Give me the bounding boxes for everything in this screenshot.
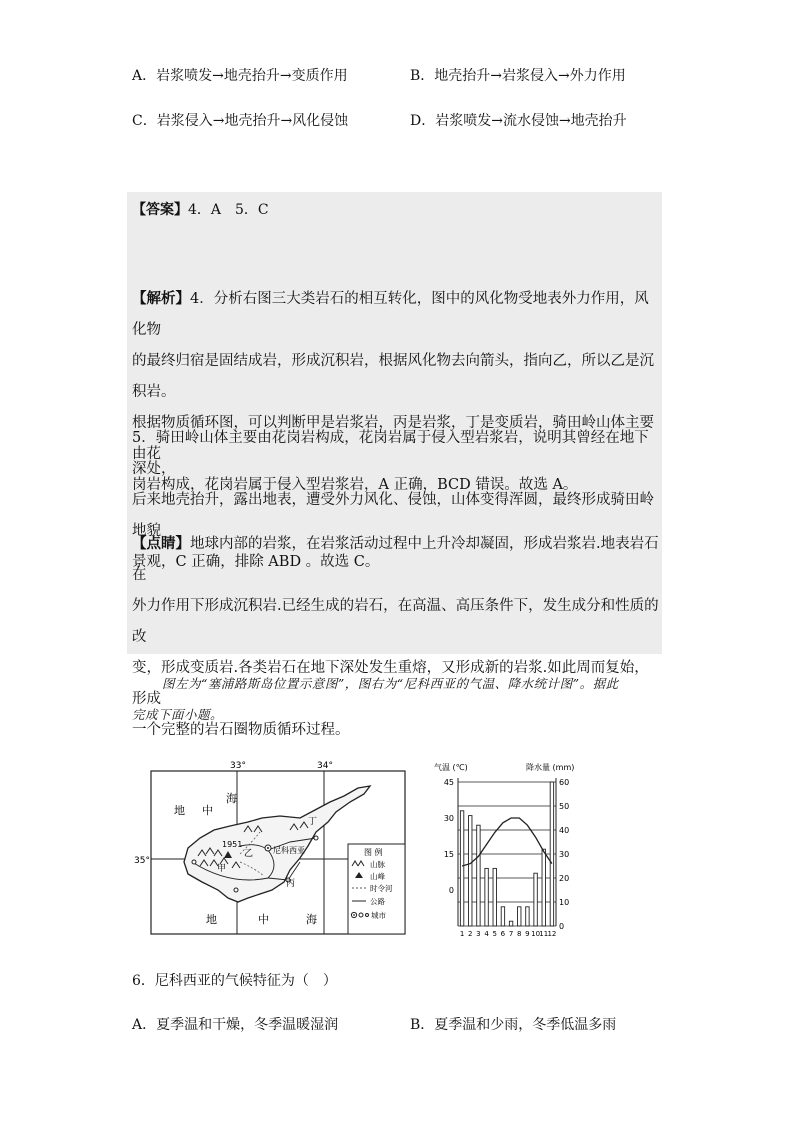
chart-bar-month-7	[509, 921, 512, 926]
sea-top-char-1: 地	[174, 804, 185, 817]
analysis-line-2: 的最终归宿是固结成岩，形成沉积岩，根据风化物去向箭头，指向乙，所以乙是沉积岩。	[132, 353, 654, 400]
sea-bot-char-1: 地	[206, 913, 217, 926]
lon-label-34: 34°	[317, 761, 333, 771]
peak-elevation: 1951	[222, 840, 243, 849]
chart-right-axis-title: 降水量 (mm)	[526, 763, 575, 772]
legend-item-city: 城市	[371, 911, 386, 920]
label-bing: 丙	[286, 879, 296, 889]
city-icon	[192, 860, 196, 864]
chart-plot	[444, 778, 569, 938]
label-yi: 乙	[244, 849, 254, 859]
chart-temperature-line	[462, 818, 552, 866]
q6-option-b: B．夏季温和少雨，冬季低温多雨	[410, 1017, 617, 1033]
chart-right-tick: 0	[559, 922, 565, 931]
intro-line-1: 图左为“塞浦路斯岛位置示意图”，图右为“尼科西亚的气温、降水统计图”。据此	[162, 676, 619, 691]
chart-right-tick: 40	[559, 826, 570, 835]
sea-bot-char-2: 中	[258, 913, 269, 926]
comment-label: 【点睛】	[132, 535, 190, 552]
city-label-nicosia: 尼科西亚	[273, 846, 305, 855]
chart-x-tick: 2	[468, 930, 473, 938]
city-icon	[314, 836, 318, 840]
q6-stem: 6．尼科西亚的气候特征为（ ）	[132, 973, 337, 989]
q4-option-b: B．地壳抬升→岩浆侵入→外力作用	[410, 68, 626, 84]
q4-option-c: C．岩浆侵入→地壳抬升→风化侵蚀	[132, 113, 349, 129]
climate-chart	[430, 758, 582, 944]
analysis-q5-line-2: 后来地壳抬升，露出地表，遭受外力风化、侵蚀，山体变得浑圆，最终形成骑田岭地貌	[132, 492, 654, 539]
sea-top-char-2: 中	[202, 804, 213, 817]
chart-bar-month-6	[501, 907, 504, 926]
answer-text: 4．A 5．C	[188, 202, 269, 218]
chart-bar-month-2	[469, 816, 472, 926]
intro-block	[132, 668, 692, 730]
chart-right-tick: 10	[559, 898, 570, 907]
chart-right-tick: 30	[559, 850, 570, 859]
chart-x-tick: 12	[547, 930, 557, 938]
chart-bar-month-3	[477, 825, 480, 926]
chart-x-tick: 10	[531, 930, 541, 938]
comment-line-4: 一个完整的岩石圈物质循环过程。	[132, 722, 350, 738]
chart-right-tick: 50	[559, 802, 570, 811]
label-jia: 甲	[217, 864, 227, 874]
legend-item-road: 公路	[370, 897, 385, 906]
q4-option-a: A．岩浆喷发→地壳抬升→变质作用	[132, 68, 348, 84]
chart-x-tick: 8	[517, 930, 522, 938]
q4-option-d: D．岩浆喷发→流水侵蚀→地壳抬升	[410, 113, 627, 129]
chart-x-tick: 4	[484, 930, 489, 938]
city-icon	[234, 888, 238, 892]
chart-right-tick: 60	[559, 778, 570, 787]
comment-line-1: 地球内部的岩浆，在岩浆活动过程中上升冷却凝固，形成岩浆岩.地表岩石在	[132, 536, 659, 583]
chart-x-tick: 1	[459, 930, 465, 938]
analysis-line-3: 根据物质循环图，可以判断甲是岩浆岩，丙是岩浆，丁是变质岩，骑田岭山体主要由花	[132, 415, 654, 462]
chart-left-tick: 0	[448, 886, 454, 895]
answer-label: 【答案】	[132, 202, 188, 218]
chart-bar-month-11	[542, 849, 545, 926]
answer-line	[132, 200, 269, 220]
chart-left-axis-title: 气温 (℃)	[434, 763, 468, 772]
chart-x-tick: 9	[525, 930, 530, 938]
analysis-line-1: 4．分析右图三大类岩石的相互转化，图中的风化物受地表外力作用，风化物	[132, 291, 649, 338]
chart-bar-month-10	[534, 873, 537, 926]
chart-left-tick: 45	[443, 778, 454, 787]
chart-left-tick: 15	[443, 850, 454, 859]
comment-line-2: 外力作用下形成沉积岩.已经生成的岩石，在高温、高压条件下，发生成分和性质的改	[132, 598, 659, 645]
sea-top-char-3: 海	[226, 792, 237, 805]
chart-x-tick: 3	[476, 930, 481, 938]
comment-line-3: 变，形成变质岩.各类岩石在地下深处发生重熔，又形成新的岩浆.如此周而复始，形成	[132, 660, 649, 707]
cyprus-location-map	[134, 758, 410, 940]
chart-x-tick: 7	[508, 930, 514, 938]
chart-bar-month-1	[460, 811, 463, 926]
lat-label-35: 35°	[134, 856, 150, 866]
chart-x-tick: 11	[539, 930, 549, 938]
chart-bar-month-8	[518, 907, 521, 926]
label-ding: 丁	[308, 817, 318, 827]
chart-bar-month-4	[485, 868, 488, 926]
legend-item-mountain: 山脉	[370, 860, 385, 869]
sea-bot-char-3: 海	[306, 913, 317, 926]
intro-line-2: 完成下面小题。	[132, 707, 224, 722]
chart-bar-month-12	[550, 782, 553, 926]
lon-label-33: 33°	[230, 761, 246, 771]
q6-option-a: A．夏季温和干燥，冬季温暖湿润	[132, 1017, 339, 1033]
legend-title: 图 例	[364, 848, 383, 857]
analysis-line-4: 岗岩构成，花岗岩属于侵入型岩浆岩，A 正确，BCD 错误。故选 A。	[132, 477, 578, 493]
chart-right-tick: 20	[559, 874, 570, 883]
legend-item-river: 时令河	[370, 884, 393, 893]
analysis-q5-line-3: 景观，C 正确，排除 ABD 。故选 C。	[132, 554, 380, 570]
legend-item-peak: 山峰	[370, 872, 385, 881]
chart-left-tick: 30	[443, 814, 454, 823]
chart-x-tick: 6	[500, 930, 506, 938]
analysis-label: 【解析】	[132, 290, 190, 307]
chart-bar-month-9	[526, 907, 529, 926]
analysis-q5-line-1: 5．骑田岭山体主要由花岗岩构成，花岗岩属于侵入型岩浆岩，说明其曾经在地下深处，	[132, 430, 649, 477]
chart-bar-month-5	[493, 868, 496, 926]
chart-x-tick: 5	[492, 930, 497, 938]
